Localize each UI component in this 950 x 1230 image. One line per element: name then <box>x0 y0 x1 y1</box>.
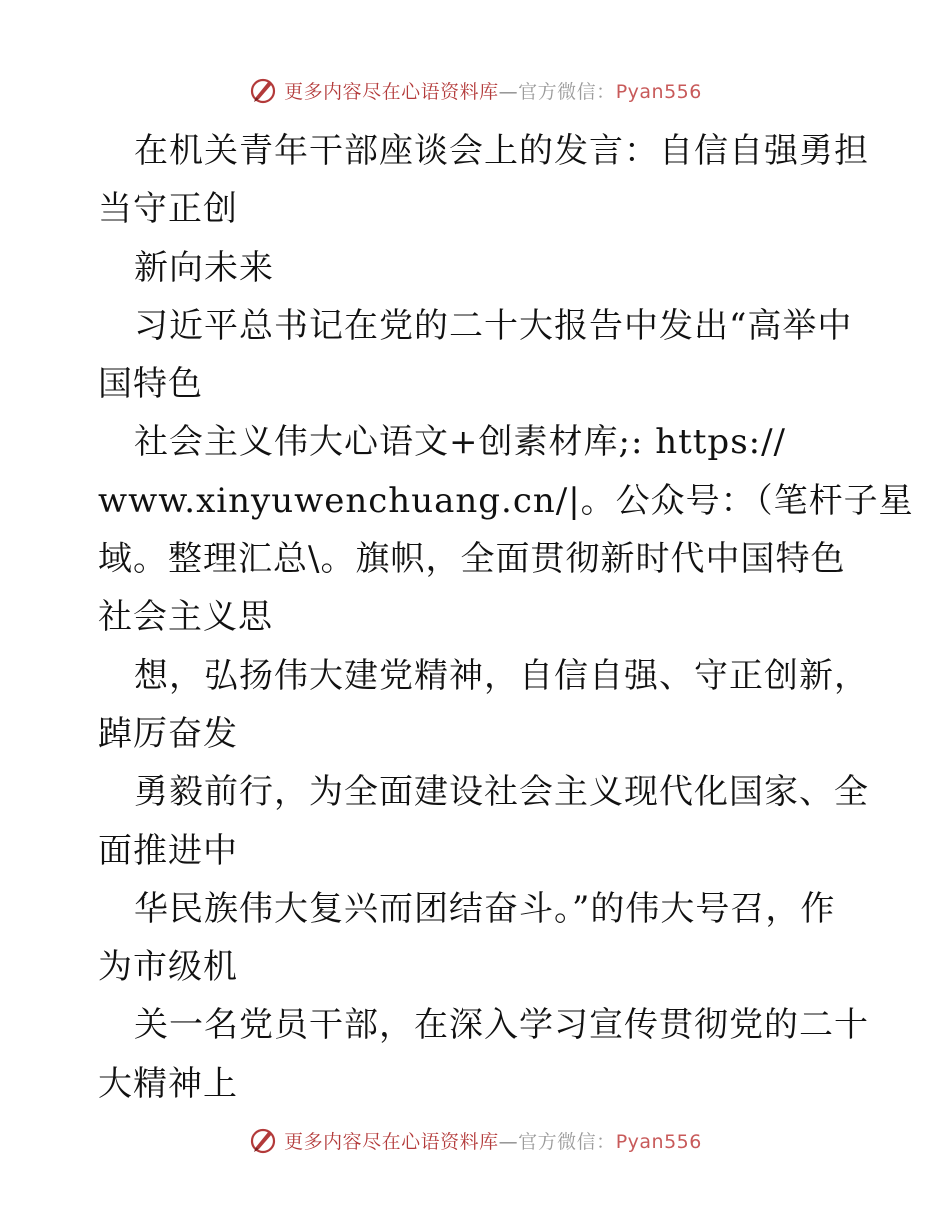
watermark-footer <box>0 1120 950 1160</box>
body-text-line: 勇毅前行，为全面建设社会主义现代化国家、全 <box>134 772 869 813</box>
quill-pen-logo-icon <box>248 75 278 105</box>
quill-pen-logo-icon <box>248 1125 278 1155</box>
body-text-line: 面推进中 <box>98 830 238 871</box>
document-body <box>98 122 914 1113</box>
watermark-wechat-id: Pyan556 <box>615 80 702 103</box>
body-text-line: 社会主义伟大心语文+创素材库;: https:// <box>134 422 787 463</box>
body-text-line: 为市级机 <box>98 947 238 988</box>
body-text-line: 踔厉奋发 <box>98 713 238 754</box>
body-text-line: 大精神上 <box>98 1063 238 1104</box>
watermark-main-text: 更多内容尽在心语资料库 <box>284 1130 499 1153</box>
body-text-line: 想，弘扬伟大建党精神，自信自强、守正创新， <box>134 655 869 696</box>
watermark-wechat-id: Pyan556 <box>615 1130 702 1153</box>
body-text-line: 社会主义思 <box>98 597 273 638</box>
body-text-line: 华民族伟大复兴而团结奋斗。”的伟大号召，作 <box>134 888 836 929</box>
body-text-line: 在机关青年干部座谈会上的发言：自信自强勇担 <box>134 131 869 171</box>
body-text-line: 当守正创 <box>98 189 238 230</box>
watermark-wechat-label: 官方微信： <box>518 1130 616 1153</box>
watermark-main-text: 更多内容尽在心语资料库 <box>284 80 499 103</box>
body-text-line: 域。整理汇总\。旗帜，全面贯彻新时代中国特色 <box>98 539 846 580</box>
body-text-line: 关一名党员干部，在深入学习宣传贯彻党的二十 <box>134 1005 869 1046</box>
body-text-line: www.xinyuwenchuang.cn/|。公众号：（笔杆子星 <box>98 480 914 521</box>
watermark-header <box>0 70 950 110</box>
body-text-line: 国特色 <box>98 364 203 405</box>
watermark-wechat-label: 官方微信： <box>518 80 616 103</box>
watermark-separator: — <box>498 1130 519 1153</box>
watermark-separator: — <box>498 80 519 103</box>
body-text-line: 新向未来 <box>134 247 274 288</box>
body-text-line: 习近平总书记在党的二十大报告中发出“高举中 <box>134 305 853 346</box>
